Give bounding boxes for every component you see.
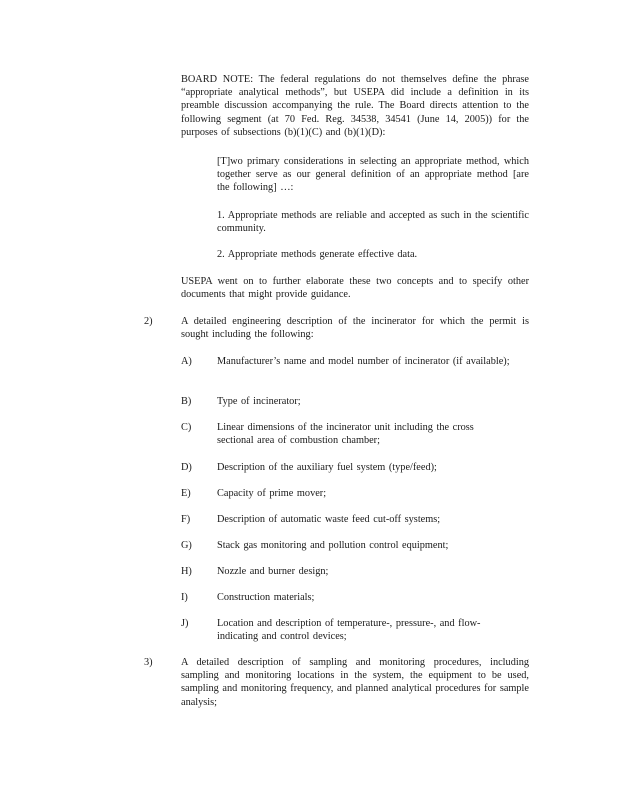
subitem-e-text: Capacity of prime mover;	[217, 488, 327, 499]
subitem-a-text: Manufacturer’s name and model number of incinerator (if available);	[217, 356, 510, 367]
subitem-h-label: H)	[181, 566, 192, 577]
subitem-g-label: G)	[181, 540, 192, 551]
subitem-e-label: E)	[181, 488, 191, 499]
subitem-d-label: D)	[181, 462, 192, 473]
subitem-g-text: Stack gas monitoring and pollution control equipment;	[217, 540, 449, 551]
subitem-b-text: Type of incinerator;	[217, 396, 301, 407]
subitem-b-label: B)	[181, 396, 192, 407]
subitem-c-label: C)	[181, 422, 192, 433]
item-2-number: 2)	[144, 316, 153, 327]
quote-point-2: 2. Appropriate methods generate effective data.	[217, 249, 418, 260]
subitem-f-label: F)	[181, 514, 191, 525]
subitem-i-text: Construction materials;	[217, 592, 315, 603]
board-note: BOARD NOTE: The federal regulations do not themselves define the phrase “appropriate analytical methods”, but USEPA did include a definition in its preamble discussion accompanying the rule. The Board directs attention to the following segment (at 70 Fed. Reg. 34538, 34541 (June 14, 2005)) for the purposes of subsections (b)(1)(C) and (b)(1)(D):	[181, 74, 529, 138]
subitem-i-label: I)	[181, 592, 188, 603]
item-3-number: 3)	[144, 657, 153, 668]
subitem-c-text: Linear dimensions of the incinerator unit including the cross sectional area of combustion chamber;	[217, 422, 474, 447]
subitem-d-text: Description of the auxiliary fuel system (type/feed);	[217, 462, 437, 473]
subitem-j-text: Location and description of temperature-, pressure-, and flow-indicating and control devices;	[217, 618, 481, 643]
quote-point-1: 1. Appropriate methods are reliable and accepted as such in the scientific community.	[217, 210, 529, 235]
subitem-h-text: Nozzle and burner design;	[217, 566, 329, 577]
quote-intro: [T]wo primary considerations in selecting an appropriate method, which together serve as our general definition of an appropriate method [are the following] …:	[217, 156, 529, 194]
subitem-a-label: A)	[181, 356, 192, 367]
after-note: USEPA went on to further elaborate these two concepts and to specify other documents that might provide guidance.	[181, 276, 529, 301]
subitem-f-text: Description of automatic waste feed cut-off systems;	[217, 514, 441, 525]
item-2-text: A detailed engineering description of the incinerator for which the permit is sought including the following:	[181, 316, 529, 341]
subitem-j-label: J)	[181, 618, 189, 629]
item-3-text: A detailed description of sampling and monitoring procedures, including sampling and monitoring locations in the system, the equipment to be used, sampling and monitoring frequency, and planned analytical procedures for sample analysis;	[181, 657, 529, 708]
